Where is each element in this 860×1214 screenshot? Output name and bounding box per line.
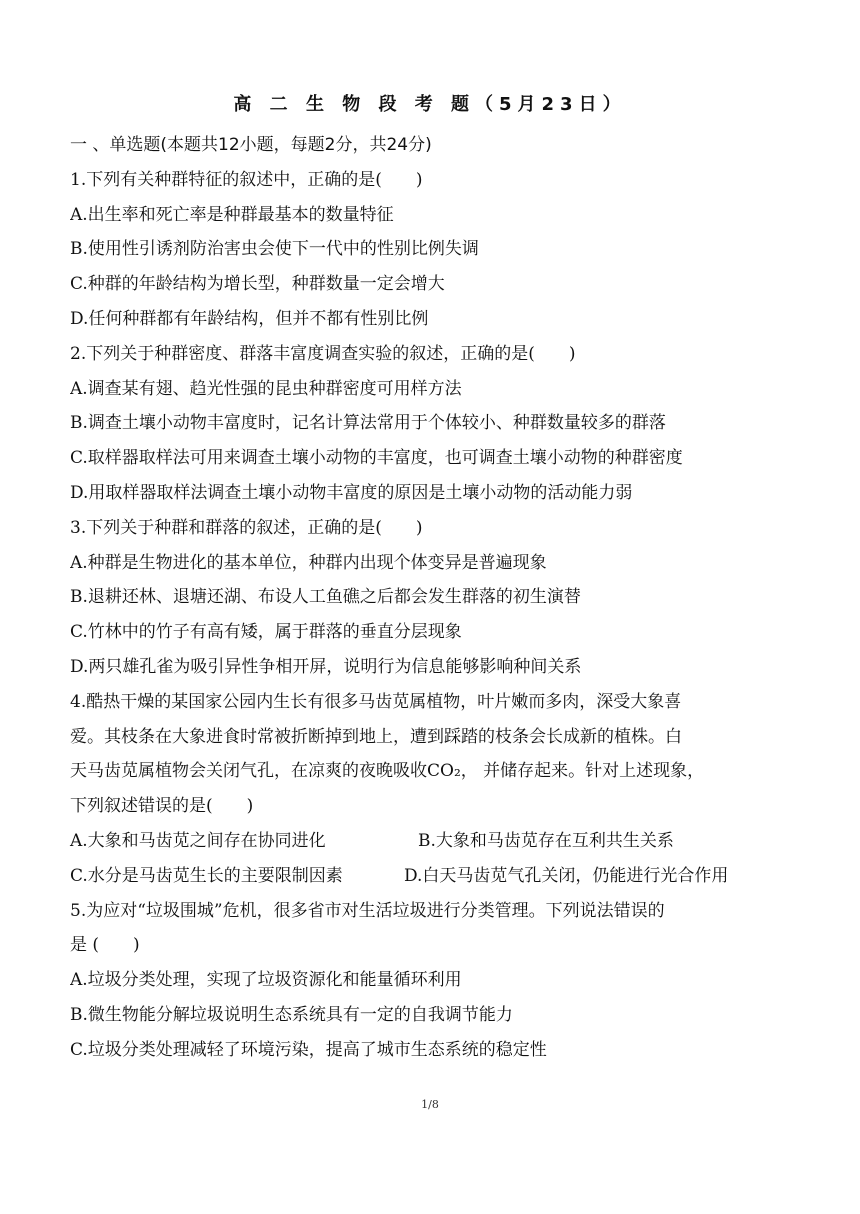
option-row [70,824,795,859]
option-c: C.取样器取样法可用来调查土壤小动物的丰富度，也可调查土壤小动物的种群密度 [70,448,683,469]
option-d: D.白天马齿苋气孔关闭，仍能进行光合作用 [404,865,729,886]
option-c: C.水分是马齿苋生长的主要限制因素 [70,865,343,886]
option-row [70,859,795,894]
question-5 [70,894,795,1068]
option-a: A.调查某有翅、趋光性强的昆虫种群密度可用样方法 [70,378,462,399]
option-b: B.大象和马齿苋存在互利共生关系 [418,830,674,851]
option-d: D.任何种群都有年龄结构，但并不都有性别比例 [70,308,429,329]
option-b: B.微生物能分解垃圾说明生态系统具有一定的自我调节能力 [70,1004,513,1025]
question-stem-line: 爱。其枝条在大象进食时常被折断掉到地上，遭到踩踏的枝条会长成新的植株。白 [70,726,682,747]
question-stem: 3.下列关于种群和群落的叙述，正确的是( ) [70,517,423,538]
option-c: C.垃圾分类处理减轻了环境污染，提高了城市生态系统的稳定性 [70,1039,547,1060]
option-d: D.用取样器取样法调查土壤小动物丰富度的原因是土壤小动物的活动能力弱 [70,482,633,503]
question-stem-line: 天马齿苋属植物会关闭气孔，在凉爽的夜晚吸收CO₂， 并储存起来。针对上述现象， [70,761,705,782]
option-a: A.垃圾分类处理，实现了垃圾资源化和能量循环利用 [70,970,462,991]
question-stem-line: 4.酷热干燥的某国家公园内生长有很多马齿苋属植物，叶片嫩而多肉，深受大象喜 [70,691,682,712]
page-content [70,128,795,1068]
question-3 [70,511,795,685]
option-b: B.调查土壤小动物丰富度时，记名计算法常用于个体较小、种群数量较多的群落 [70,413,666,434]
option-a: A.大象和马齿苋之间存在协同进化 [70,830,326,851]
question-stem: 1.下列有关种群特征的叙述中，正确的是( ) [70,169,423,190]
question-1 [70,163,795,337]
option-b: B.退耕还林、退塘还湖、布设人工鱼礁之后都会发生群落的初生演替 [70,587,581,608]
option-b: B.使用性引诱剂防治害虫会使下一代中的性别比例失调 [70,239,479,260]
option-a: A.出生率和死亡率是种群最基本的数量特征 [70,204,394,225]
page-title: 高 二 生 物 段 考 题（5月23日） [233,94,627,115]
question-stem-line: 是 ( ) [70,935,140,956]
question-stem-line: 下列叙述错误的是( ) [70,796,254,817]
section-heading: 一 、单选题(本题共12小题，每题2分，共24分) [70,135,432,155]
page-number: 1/8 [421,1098,439,1111]
option-d: D.两只雄孔雀为吸引异性争相开屏，说明行为信息能够影响种间关系 [70,656,582,677]
option-c: C.种群的年龄结构为增长型，种群数量一定会增大 [70,274,445,295]
question-stem: 2.下列关于种群密度、群落丰富度调查实验的叙述，正确的是( ) [70,343,576,364]
question-stem-line: 5.为应对“垃圾围城”危机，很多省市对生活垃圾进行分类管理。下列说法错误的 [70,900,665,921]
option-a: A.种群是生物进化的基本单位，种群内出现个体变异是普遍现象 [70,552,547,573]
question-2 [70,337,795,511]
option-c: C.竹林中的竹子有高有矮，属于群落的垂直分层现象 [70,622,462,643]
question-4 [70,685,795,894]
